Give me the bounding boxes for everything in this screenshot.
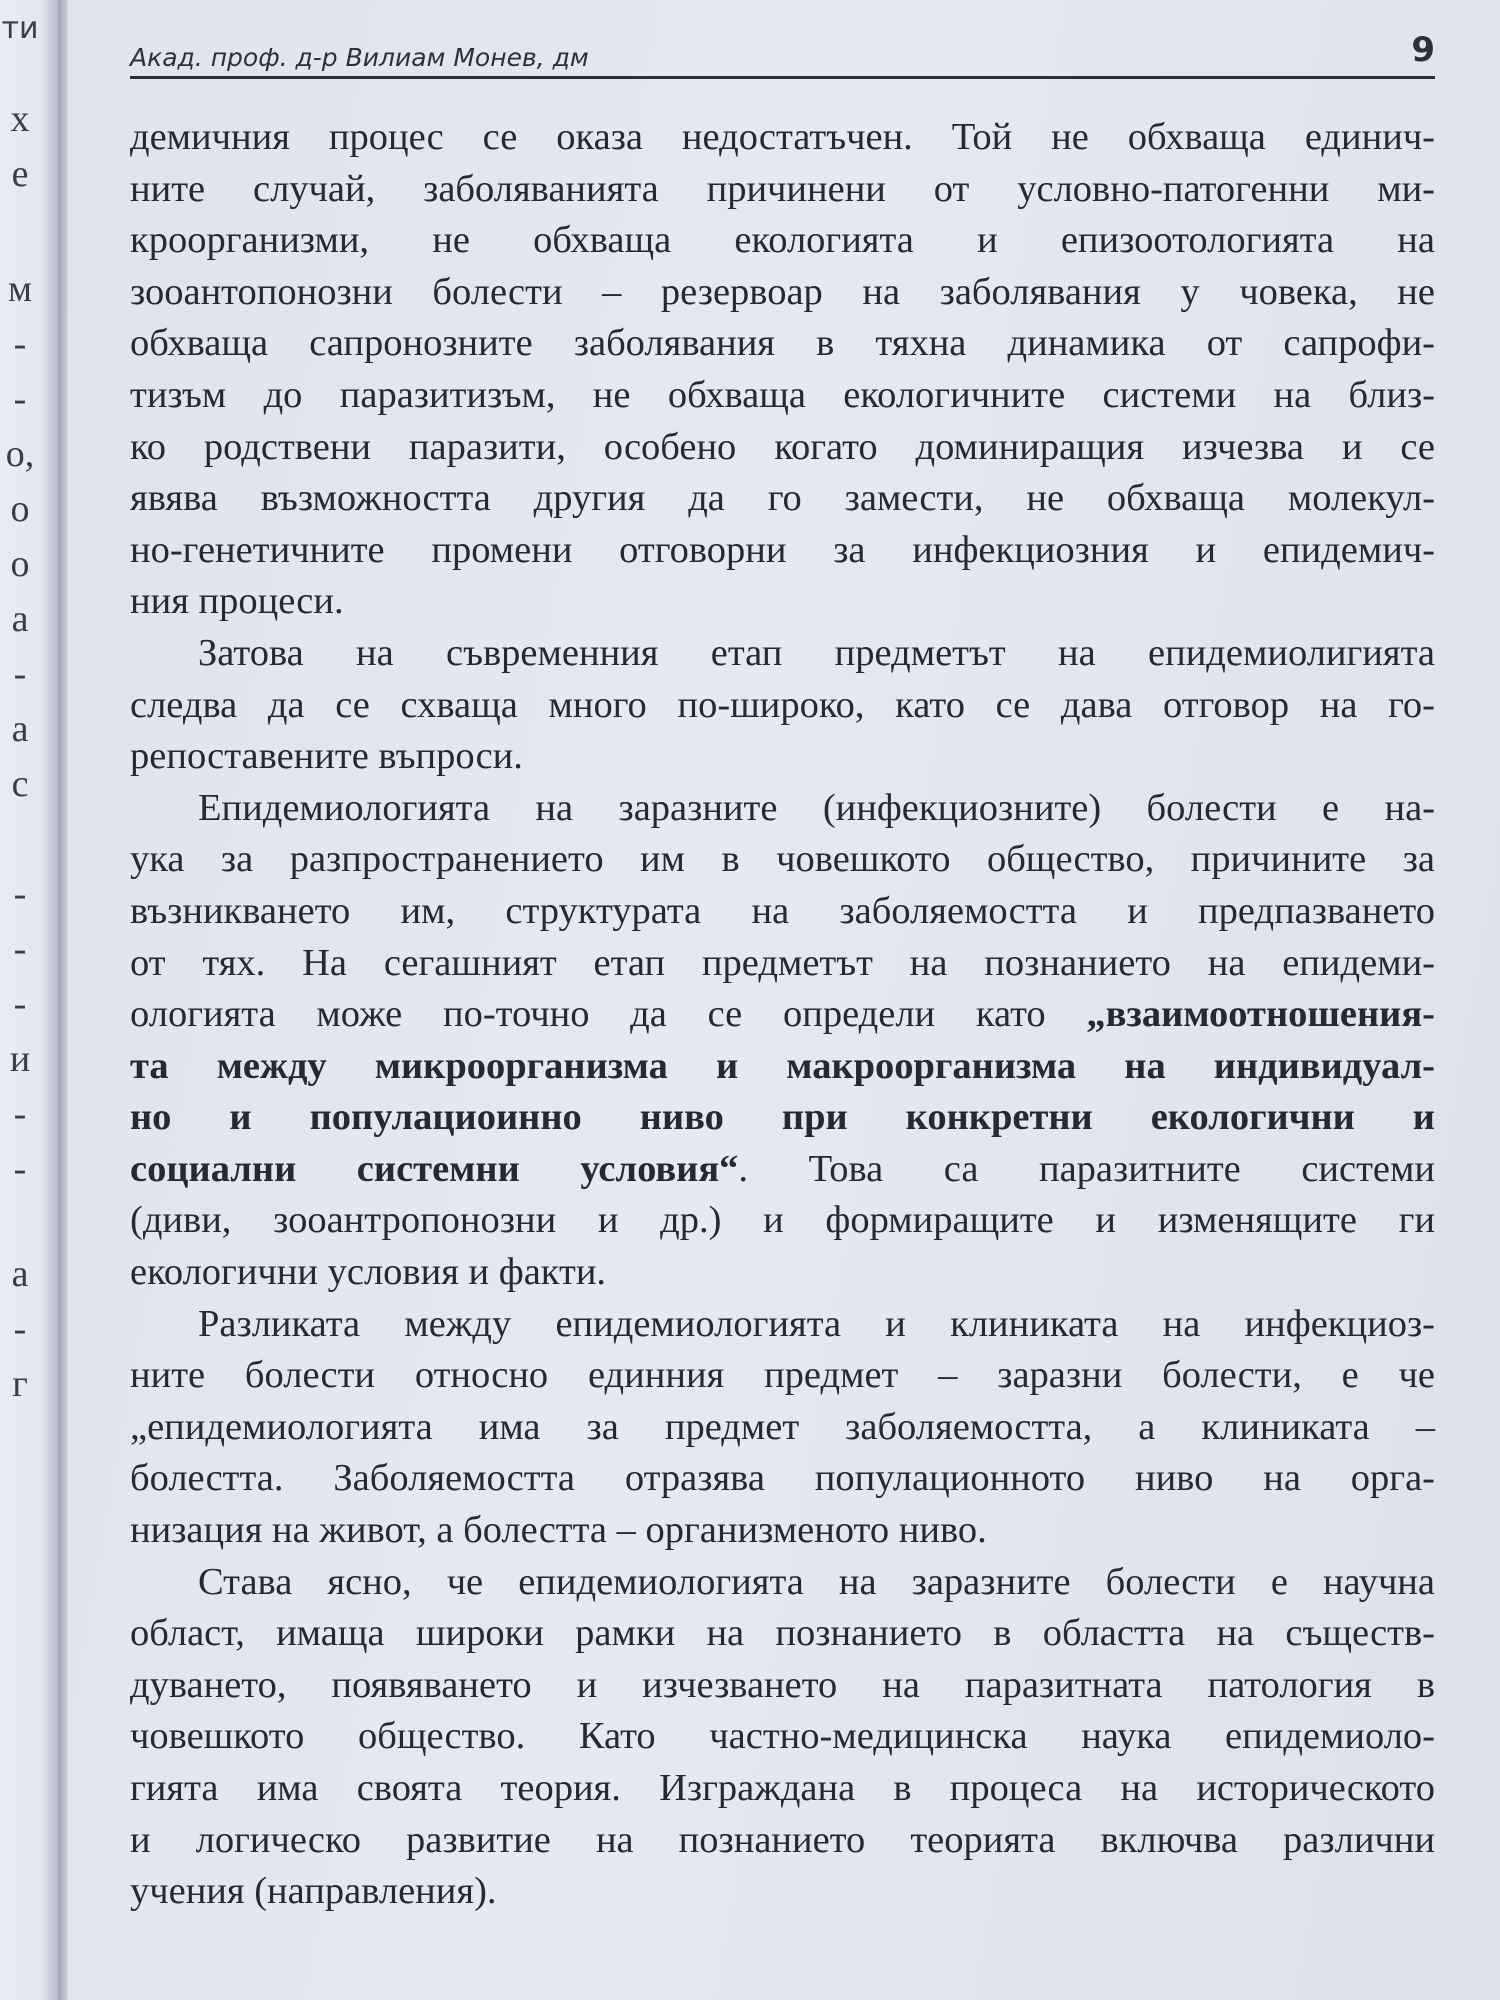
previous-page-fragment: - [13,1148,27,1190]
text-line: екологични условия и факти. [130,1251,607,1294]
previous-page-fragment: г [12,1363,28,1405]
text-line: възникването им, структурата на заболяемостта и предпазването [130,889,1435,932]
text-line: човешкото общество. Като частно-медицинска наука епидемиоло- [130,1715,1435,1758]
previous-page-fragment: - [13,378,27,420]
previous-page-fragment: о [10,488,30,530]
bold-definition: социални системни условия“ [130,1147,739,1190]
text-line: Става ясно, че епидемиологията на заразните болести е научна [198,1560,1435,1603]
text-line: тизъм до паразитизъм, не обхваща екологичните системи на близ- [130,373,1435,416]
bold-definition: та между микроорганизма и макроорганизма на индивидуал- [130,1044,1435,1087]
previous-page-fragment: о, [5,433,35,475]
text-line: явява възможността другия да го замести, не обхваща молекул- [130,477,1435,520]
previous-page-edge [0,0,58,2000]
text-line: ните болести относно единния предмет – заразни болести, е че [130,1354,1435,1397]
previous-page-fragment: с [11,763,29,805]
previous-page-fragment: е [11,153,29,195]
text-line: (диви, зооантропонозни и др.) и формиращите и изменящите ги [130,1199,1435,1242]
text-line: Затова на съвременния етап предметът на епидемиолигията [198,631,1435,674]
previous-page-fragment: ти [1,11,39,46]
text-line: болестта. Заболяемостта отразява популационното ниво на орга- [130,1457,1435,1500]
text-line: следва да се схваща много по-широко, като се дава отговор на го- [130,683,1435,726]
previous-page-fragment: - [13,928,27,970]
previous-page-fragment: - [13,1308,27,1350]
text-line: но-генетичните промени отговорни за инфекциозния и епидемич- [130,528,1435,571]
text-line: дуването, появяването и изчезването на паразитната патология в [130,1663,1435,1706]
text-line: гията има своята теория. Изграждана в процеса на историческото [130,1767,1435,1809]
text-line: от тях. На сегашният етап предметът на познанието на епидеми- [130,941,1435,984]
bold-definition: „взаимоотношения- [1086,993,1435,1036]
text-line: ука за разпространението им в човешкото общество, причините за [130,838,1435,881]
previous-page-fragment: а [11,1253,29,1295]
text-line [130,1092,1435,1144]
text-line: и логическо развитие на познанието теорията включва различни [130,1818,1435,1861]
text-line: „епидемиологията има за предмет заболяемостта, а клиниката – [130,1405,1435,1448]
previous-page-fragment: а [11,598,29,640]
plain-text: . Това са паразитните системи [738,1147,1435,1190]
text-line: Разликата между епидемиологията и клиниката на инфекциоз- [198,1302,1435,1345]
text-line [130,989,1435,1041]
bold-definition: но и популациоинно ниво при конкретни екологични и [130,1096,1435,1139]
previous-page-fragment: - [13,1093,27,1135]
text-line: зооантопонозни болести – резервоар на заболявания у човека, не [130,270,1435,313]
previous-page-fragment: - [13,653,27,695]
text-line: обхваща сапронозните заболявания в тяхна динамика от сапрофи- [130,322,1435,365]
body-text [130,112,1435,1918]
text-line: ко родствени паразити, особено когато доминиращия изчезва и се [130,425,1435,468]
previous-page-fragment: х [10,98,30,140]
previous-page-fragment: о [10,543,30,585]
previous-page-fragment: м [7,268,33,310]
plain-text: ологията може по-точно да се определи като [130,993,1087,1036]
running-header [130,30,1435,79]
previous-page-fragment: и [9,1038,31,1080]
text-line [130,1144,1435,1196]
previous-page-fragment: а [11,708,29,750]
text-line [130,1041,1435,1093]
previous-page-fragment: - [13,983,27,1025]
text-line: ния процеси. [130,580,344,623]
text-line: низация на живот, а болестта – организменото ниво. [130,1509,987,1552]
text-line: Епидемиологията на заразните (инфекциозните) болести е на- [198,786,1435,829]
text-line: учения (направления). [130,1870,497,1913]
text-line: демичния процес се оказа недостатъчен. Той не обхваща единич- [130,116,1435,158]
header-author: Акад. проф. д-р Вилиам Монев, дм [130,43,589,72]
previous-page-fragment: - [13,323,27,365]
text-line: ните случай, заболяванията причинени от условно-патогенни ми- [130,167,1435,210]
page-number: 9 [1411,30,1435,70]
book-gutter [58,0,68,2000]
text-line: област, имаща широки рамки на познанието в областта на съществ- [130,1612,1435,1655]
text-line: репоставените въпроси. [130,735,523,778]
previous-page-fragment: - [13,873,27,915]
book-page [68,0,1500,2000]
text-line: кроорганизми, не обхваща екологията и епизоотологията на [130,219,1435,262]
